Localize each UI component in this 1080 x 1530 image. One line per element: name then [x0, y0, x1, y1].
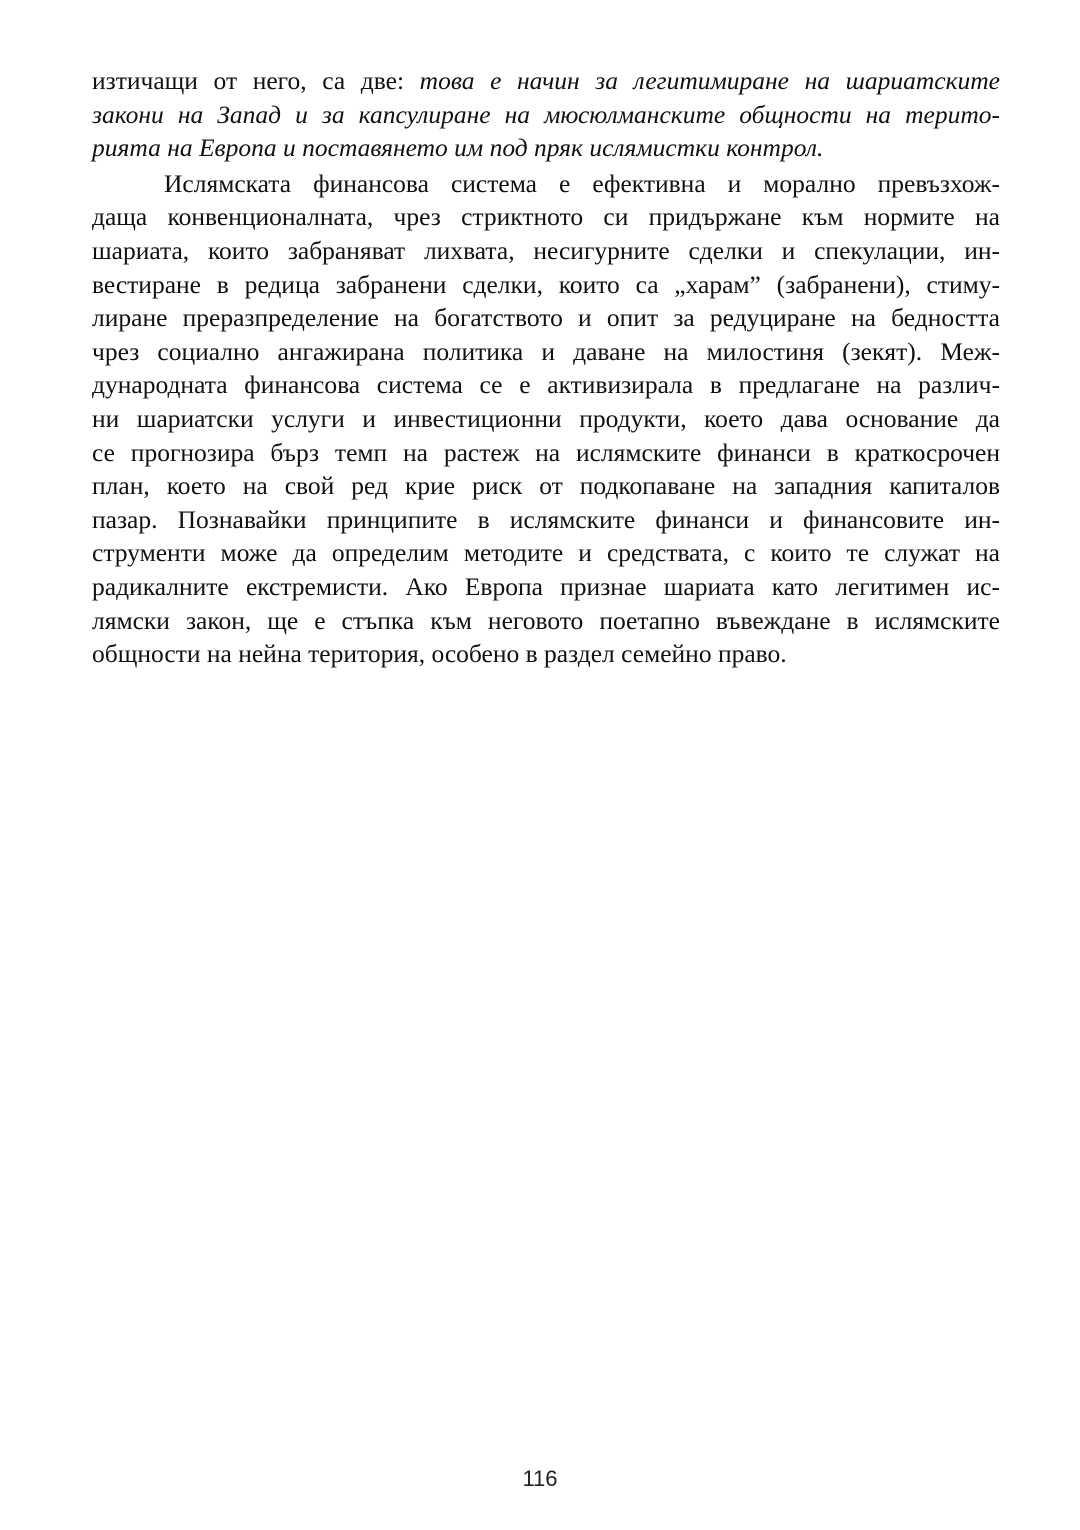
page-number: 116 [522, 1466, 558, 1491]
text-line-italic: рията на Европа и поставянето им под пряк ислямистки контрол. [92, 133, 824, 163]
text-line: даща конвенционалната, чрез стриктното си придържане към нормите на [92, 202, 1000, 232]
text-line: план, което на свой ред крие риск от подкопаване на западния капиталов [92, 471, 1000, 501]
text-line: се прогнозира бърз темп на растеж на ислямските финанси в краткосрочен [92, 437, 1000, 467]
text-line: струменти може да определим методите и средствата, с които те служат на [92, 538, 1000, 568]
text-line: вестиране в редица забранени сделки, които са „харам” (забранени), стиму- [92, 269, 1000, 299]
text-line: дународната финансова система се е активизирала в предлагане на различ- [92, 370, 1000, 400]
text-line: лиране преразпределение на богатството и опит за редуциране на бедността [92, 303, 1000, 333]
text-run-plain: изтичащи от него, са две: [92, 66, 420, 95]
text-line: радикалните екстремисти. Ако Европа признае шариата като легитимен ис- [92, 571, 1000, 601]
text-line [92, 64, 1000, 98]
text-line: лямски закон, ще е стъпка към неговото поетапно въвеждане в ислямските [92, 605, 1000, 635]
text-run-italic: това е начин за легитимиране на шариатските [419, 66, 1000, 95]
text-line: Ислямската финансова система е ефективна и морално превъзхож- [164, 168, 1000, 198]
document-body [92, 64, 1000, 671]
text-line: пазар. Познавайки принципите в ислямските финанси и финансовите ин- [92, 504, 1000, 534]
text-line: шариата, които забраняват лихвата, несигурните сделки и спекулации, ин- [92, 235, 1000, 265]
paragraph-islamic-finance [92, 167, 1000, 671]
text-line: общности на нейна територия, особено в раздел семейно право. [92, 639, 787, 669]
text-line: чрез социално ангажирана политика и даване на милостиня (зекят). Меж- [92, 336, 1000, 366]
paragraph-continuation [92, 64, 1000, 165]
text-line-italic: закони на Запад и за капсулиране на мюсюлманските общности на терито- [92, 99, 1000, 129]
text-line: ни шариатски услуги и инвестиционни продукти, което дава основание да [92, 403, 1000, 433]
